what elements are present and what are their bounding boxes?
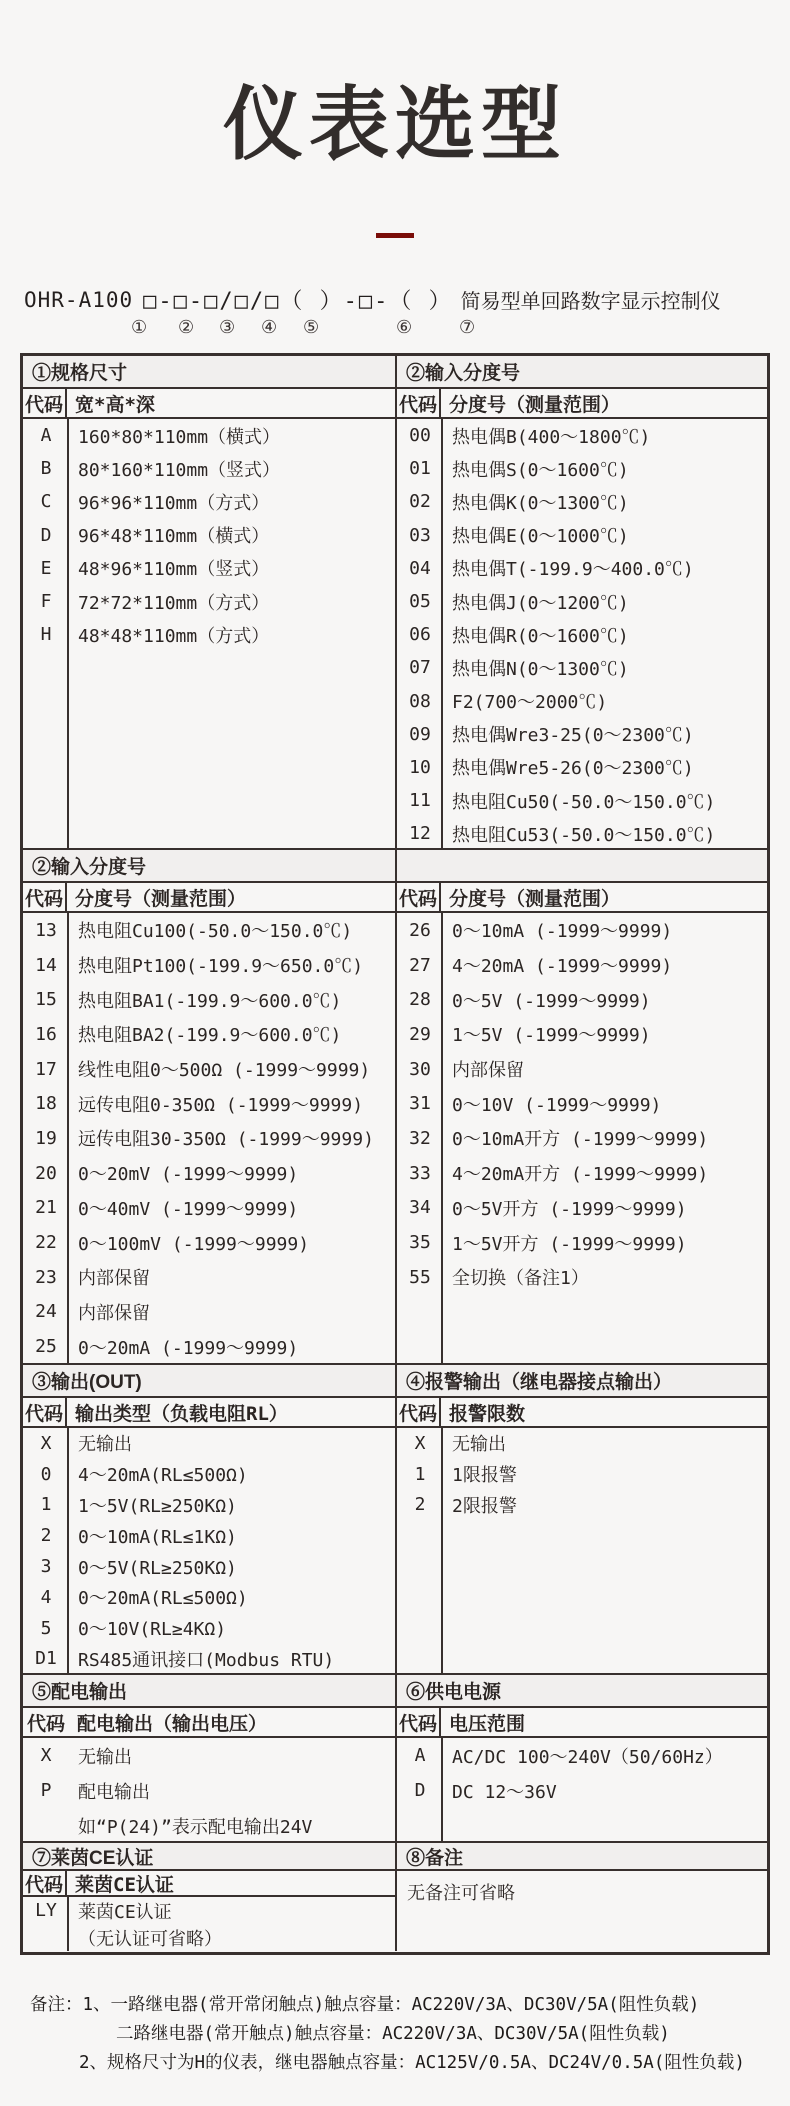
selection-table [20,353,770,1955]
row-code: 01 [409,458,431,480]
row-desc: 内部保留 [452,1060,524,1082]
table-row [23,1156,395,1191]
table-body [23,1428,395,1674]
position-marker: ⑤ [303,317,320,338]
section-power-distribution-and-supply [23,1675,767,1843]
table-row [23,1738,395,1773]
table-row [23,1086,395,1121]
row-code: 26 [409,919,431,941]
table-row [397,1260,767,1295]
row-code: 16 [35,1023,57,1045]
code-header: 代码 [397,389,441,417]
row-code: A [414,1745,426,1766]
row-desc: RS485通讯接口(Modbus RTU) [78,1649,335,1671]
row-code: 1 [414,1463,426,1485]
row-code: 10 [409,756,431,778]
column-header [23,1871,395,1897]
footnotes [0,1991,790,2078]
column-divider [441,419,443,850]
row-desc: 热电阻Pt100(-199.9～650.0℃) [78,956,364,978]
table-row [23,618,395,651]
table-row [23,1924,395,1951]
row-desc: 0～10V(RL≥4KΩ) [78,1619,227,1641]
row-desc: 热电偶Wre3-25(0～2300℃) [452,725,694,747]
row-desc: 0～40mV (-1999～9999) [78,1198,299,1220]
row-desc: 无输出 [78,1434,132,1456]
table-row [397,419,767,452]
table-row [23,485,395,518]
row-desc: 全切换（备注1） [452,1268,589,1290]
row-code: A [40,425,52,447]
desc-header: 配电输出（输出电压） [77,1712,268,1735]
row-desc: 热电阻BA1(-199.9～600.0℃) [78,990,342,1012]
row-code: 14 [35,954,57,976]
table-row [397,1773,767,1808]
column-divider [441,1428,443,1674]
desc-header: 报警限数 [449,1402,526,1425]
row-desc: 48*48*110mm（方式） [78,625,270,647]
desc-header: 宽*高*深 [75,393,155,416]
table-row [397,452,767,485]
row-code: 35 [409,1232,431,1254]
code-header: 代码 [23,883,67,911]
code-header: 代码 [397,1398,441,1426]
section-title: ⑧备注 [406,1847,464,1869]
row-desc: 0～20mA (-1999～9999) [78,1337,299,1359]
code-header: 代码 [397,1708,441,1736]
code-header: 代码 [397,883,441,911]
section-input-continued [23,850,767,1365]
row-desc: 0～10V (-1999～9999) [452,1094,662,1116]
table-row [397,618,767,651]
row-code: 09 [409,723,431,745]
row-code: 04 [409,557,431,579]
row-code: 22 [35,1232,57,1254]
model-suffix: 简易型单回路数字显示控制仪 [460,291,721,313]
row-desc: 热电偶Wre5-26(0～2300℃) [452,758,694,780]
table-row [23,1897,395,1924]
row-code: 02 [409,491,431,513]
row-code: 20 [35,1162,57,1184]
table-row [23,1052,395,1087]
row-desc: 热电偶N(0～1300℃) [452,658,629,680]
row-desc: 热电偶E(0～1000℃) [452,526,629,548]
row-code: P [40,1780,52,1801]
section-title: ⑥供电电源 [406,1682,502,1703]
column-divider [441,1738,443,1843]
row-desc: 线性电阻0～500Ω (-1999～9999) [78,1060,371,1082]
row-desc: 0～5V (-1999～9999) [452,990,651,1012]
row-desc: 96*96*110mm（方式） [78,492,270,514]
row-code: 23 [35,1266,57,1288]
table-row [23,1191,395,1226]
table-row [397,685,767,718]
row-desc: 0～100mV (-1999～9999) [78,1233,310,1255]
row-code: 13 [35,919,57,941]
row-code: 27 [409,954,431,976]
table-row [23,982,395,1017]
table-row [23,1017,395,1052]
table-row [397,718,767,751]
row-desc: 内部保留 [78,1302,150,1324]
footnote-line: 2、规格尺寸为H的仪表，继电器触点容量：AC125V/0.5A、DC24V/0.5A(阻性负载) [79,2053,745,2073]
row-desc: 96*48*110mm（横式） [78,526,270,548]
row-code: 55 [409,1266,431,1288]
desc-header: 分度号（测量范围） [449,887,621,910]
position-marker: ④ [261,317,278,338]
code-header: 代码 [23,1398,67,1426]
row-desc: 热电阻Cu50(-50.0～150.0℃) [452,791,716,813]
table-row [397,585,767,618]
page-title: 仪表选型 [223,80,567,169]
row-code: X [40,1745,52,1766]
column-header [23,1708,395,1738]
table-row [397,1191,767,1226]
row-code: F [40,591,52,613]
row-desc: 4～20mA开方 (-1999～9999) [452,1164,709,1186]
row-code: C [40,491,52,513]
position-marker: ② [178,317,195,338]
row-desc: AC/DC 100～240V（50/60Hz） [452,1746,723,1768]
row-desc: 热电偶K(0～1300℃) [452,492,629,514]
desc-header: 电压范围 [449,1712,526,1735]
row-code: 0 [40,1463,52,1485]
table-row [23,913,395,948]
table-row [23,1644,395,1675]
table-row [23,1295,395,1330]
table-row [397,1428,767,1459]
section-title: ②输入分度号 [406,363,521,384]
table-row [397,913,767,948]
row-code: 4 [40,1586,52,1608]
row-code: E [40,557,52,579]
row-code: 11 [409,790,431,812]
section-size-and-input [23,356,767,850]
section-band [23,850,767,883]
desc-header: 分度号（测量范围） [449,393,621,416]
table-row [397,784,767,817]
column-header [397,883,767,913]
table-row [397,1225,767,1260]
table-row [397,817,767,850]
row-code: X [414,1432,426,1454]
table-row [23,1808,395,1843]
row-code: 33 [409,1162,431,1184]
row-desc: 0～5V(RL≥250KΩ) [78,1557,237,1579]
row-desc: （无认证可省略） [78,1928,222,1950]
desc-header: 莱茵CE认证 [75,1873,174,1896]
table-body [23,419,395,850]
table-row [397,519,767,552]
table-row [23,519,395,552]
table-row [397,1017,767,1052]
table-row [23,1225,395,1260]
footnote-line: 二路继电器(常开触点)触点容量：AC220V/3A、DC30V/5A(阻性负载) [116,2024,670,2044]
row-desc: DC 12～36V [452,1781,557,1803]
row-code: 32 [409,1127,431,1149]
row-code: 08 [409,690,431,712]
section-band [23,1365,767,1398]
row-desc: 4～20mA (-1999～9999) [452,956,673,978]
section-title [397,850,767,881]
row-desc: 热电偶T(-199.9～400.0℃) [452,559,694,581]
table-row [397,1086,767,1121]
row-code: 5 [40,1617,52,1639]
row-desc: 48*96*110mm（竖式） [78,559,270,581]
row-code: 28 [409,989,431,1011]
row-desc: 0～20mV (-1999～9999) [78,1164,299,1186]
row-code: 17 [35,1058,57,1080]
column-divider [67,1897,69,1951]
row-desc: 配电输出 [78,1781,150,1803]
section-title: ④报警输出（继电器接点输出） [406,1372,673,1393]
table-row [23,1428,395,1459]
table-row [23,552,395,585]
row-code: 03 [409,524,431,546]
model-code-line [24,284,790,315]
table-row [397,651,767,684]
row-code: B [40,458,52,480]
row-desc: 1～5V(RL≥250KΩ) [78,1495,237,1517]
row-code: 18 [35,1093,57,1115]
row-code: D [414,1780,426,1801]
column-header [397,1708,767,1738]
row-code: 30 [409,1058,431,1080]
model-prefix: OHR-A100 [24,287,134,312]
section-certification-and-remark [23,1843,767,1952]
row-desc: 1～5V (-1999～9999) [452,1025,651,1047]
desc-header: 输出类型（负载电阻RL） [75,1402,288,1425]
table-body [397,419,767,850]
table-row [397,485,767,518]
table-body [397,1738,767,1843]
row-desc: 2限报警 [452,1495,517,1517]
table-row [23,1520,395,1551]
column-header [23,1398,395,1428]
section-title: ⑤配电输出 [23,1675,397,1706]
row-desc: 160*80*110mm（横式） [78,426,281,448]
row-desc: 远传电阻0-350Ω (-1999～9999) [78,1094,364,1116]
row-desc: 热电阻Cu100(-50.0～150.0℃) [78,921,353,943]
table-row [23,1121,395,1156]
row-desc: 72*72*110mm（方式） [78,592,270,614]
code-header: 代码 [26,1712,65,1735]
row-desc: 热电偶S(0～1600℃) [452,459,629,481]
row-code: 29 [409,1023,431,1045]
row-code: 25 [35,1336,57,1358]
section-title: ②输入分度号 [23,850,397,881]
table-row [23,1551,395,1582]
footnote-line: 备注：1、一路继电器(常开常闭触点)触点容量：AC220V/3A、DC30V/5A(阻性负载) [30,1995,700,2015]
table-row [23,1773,395,1808]
section-band [23,1675,767,1708]
row-code: 21 [35,1197,57,1219]
section-band [23,356,767,389]
table-row [397,552,767,585]
position-markers [0,317,790,343]
row-desc: 0～10mA (-1999～9999) [452,921,673,943]
table-row [23,419,395,452]
table-body [23,913,395,1364]
desc-header: 分度号（测量范围） [75,887,247,910]
model-pattern: □-□-□/□/□（ ）-□-（ ） [143,289,453,314]
row-code: 19 [35,1127,57,1149]
table-row [23,1490,395,1521]
row-code: 31 [409,1093,431,1115]
table-row [397,751,767,784]
row-code: 05 [409,591,431,613]
table-row [397,1459,767,1490]
table-row [23,1329,395,1364]
row-code: 06 [409,624,431,646]
column-divider [441,913,443,1364]
row-desc: 热电偶R(0～1600℃) [452,625,629,647]
row-desc: 1～5V开方 (-1999～9999) [452,1233,687,1255]
table-row [23,1260,395,1295]
row-desc: 内部保留 [78,1268,150,1290]
row-code: D1 [35,1648,57,1670]
row-code: 07 [409,657,431,679]
column-divider [67,419,69,850]
code-header: 代码 [23,1871,67,1895]
row-code: 24 [35,1301,57,1323]
table-row [23,452,395,485]
section-band [23,1843,767,1871]
row-code: D [40,524,52,546]
row-code: 34 [409,1197,431,1219]
position-marker: ③ [219,317,236,338]
row-desc: 0～10mA开方 (-1999～9999) [452,1129,709,1151]
row-desc: 热电偶B(400～1800℃) [452,426,651,448]
row-desc: 无输出 [452,1434,506,1456]
table-row [23,585,395,618]
row-desc: 0～10mA(RL≤1KΩ) [78,1526,237,1548]
table-body [397,913,767,1364]
row-code: 2 [414,1494,426,1516]
row-code: LY [35,1900,57,1921]
row-desc: 80*160*110mm（竖式） [78,459,281,481]
row-desc: 1限报警 [452,1465,517,1487]
table-row [23,1613,395,1644]
row-code: X [40,1432,52,1454]
row-desc: 无输出 [78,1746,132,1768]
row-desc: 远传电阻30-350Ω (-1999～9999) [78,1129,374,1151]
table-row [397,1738,767,1773]
row-code: 15 [35,989,57,1011]
row-desc: 0～20mA(RL≤500Ω) [78,1588,248,1610]
table-row [23,1459,395,1490]
row-desc: 热电偶J(0～1200℃) [452,592,629,614]
row-code: 12 [409,823,431,845]
row-code: H [40,624,52,646]
table-row [397,1490,767,1521]
row-desc: 4～20mA(RL≤500Ω) [78,1465,248,1487]
row-desc: 莱茵CE认证 [78,1901,172,1923]
row-desc: F2(700～2000℃) [452,692,608,714]
section-title: ③输出(OUT) [23,1365,397,1396]
table-row [397,1156,767,1191]
column-divider [67,1428,69,1674]
title-divider [376,233,414,238]
column-header [397,1398,767,1428]
table-row [397,1052,767,1087]
table-body [397,1428,767,1674]
table-body [23,1897,395,1951]
table-row [397,982,767,1017]
row-code: 1 [40,1494,52,1516]
table-row [23,1582,395,1613]
section-title: ①规格尺寸 [23,356,397,387]
table-row [23,948,395,983]
column-header [23,389,395,419]
section-output-and-alarm [23,1365,767,1675]
table-row [397,948,767,983]
column-header [23,883,395,913]
row-code: 3 [40,1556,52,1578]
position-marker: ① [131,317,148,338]
column-divider [67,913,69,1364]
row-desc: 热电阻BA2(-199.9～600.0℃) [78,1025,342,1047]
row-desc: 如“P(24)”表示配电输出24V [78,1816,313,1838]
row-desc: 0～5V开方 (-1999～9999) [452,1198,687,1220]
table-body [23,1738,395,1843]
position-marker: ⑥ [396,317,413,338]
row-code: 00 [409,425,431,447]
code-header: 代码 [23,389,67,417]
row-desc: 热电阻Cu53(-50.0～150.0℃) [452,824,716,846]
row-code: 2 [40,1525,52,1547]
section-title: ⑦莱茵CE认证 [23,1843,397,1869]
table-row [397,1121,767,1156]
position-marker: ⑦ [459,317,476,338]
remark-cell: 无备注可省略 [407,1883,515,1904]
column-header [397,389,767,419]
